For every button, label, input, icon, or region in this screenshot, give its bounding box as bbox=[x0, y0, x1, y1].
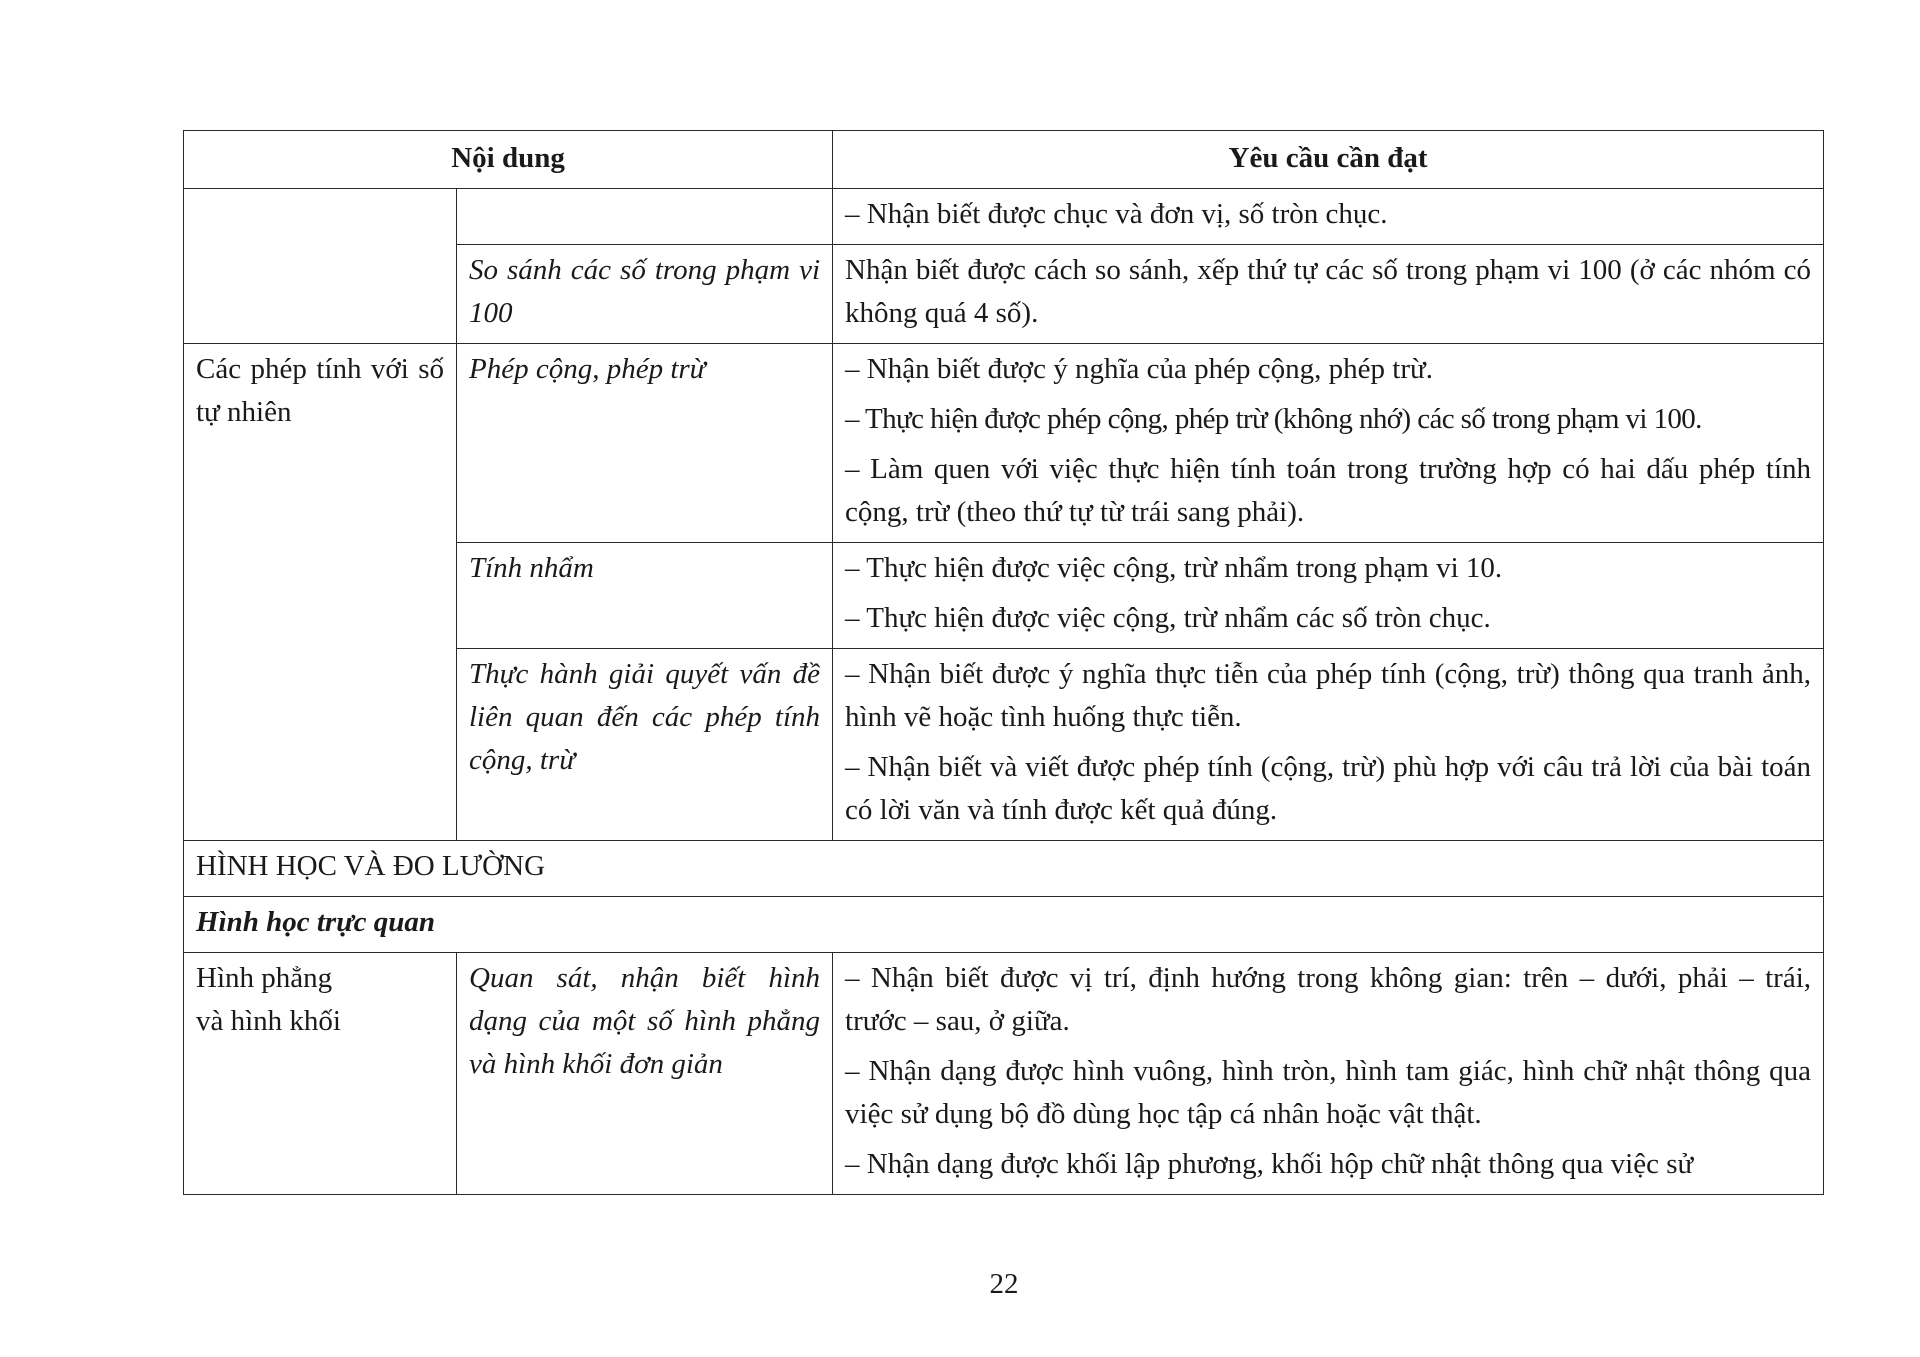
subtopic-cell: So sánh các số trong phạm vi 100 bbox=[457, 245, 833, 344]
table-row bbox=[184, 189, 1824, 245]
requirements-cell bbox=[833, 953, 1824, 1195]
subtopic-cell: Thực hành giải quyết vấn đề liên quan đến các phép tính cộng, trừ bbox=[457, 649, 833, 841]
requirements-cell bbox=[833, 189, 1824, 245]
requirement-item: – Nhận dạng được hình vuông, hình tròn, hình tam giác, hình chữ nhật thông qua việc sử dụng bộ đồ dùng học tập cá nhân hoặc vật thật. bbox=[845, 1055, 1812, 1130]
subtopic-cell: Quan sát, nhận biết hình dạng của một số hình phẳng và hình khối đơn giản bbox=[457, 953, 833, 1195]
topic-cell: Các phép tính với số tự nhiên bbox=[184, 344, 457, 841]
requirement-item: – Nhận biết được chục và đơn vị, số tròn chục. bbox=[845, 198, 1388, 230]
requirement-item: – Làm quen với việc thực hiện tính toán trong trường hợp có hai dấu phép tính cộng, trừ (theo thứ tự từ trái sang phải). bbox=[845, 453, 1812, 528]
requirements-cell bbox=[833, 649, 1824, 841]
subsection-heading: Hình học trực quan bbox=[184, 897, 1824, 953]
requirements-cell bbox=[833, 245, 1824, 344]
header-row bbox=[184, 131, 1824, 189]
header-requirements: Yêu cầu cần đạt bbox=[833, 131, 1824, 189]
requirement-item: – Nhận biết và viết được phép tính (cộng, trừ) phù hợp với câu trả lời của bài toán có lời văn và tính được kết quả đúng. bbox=[845, 751, 1812, 826]
header-content: Nội dung bbox=[184, 131, 833, 189]
requirement-item: – Thực hiện được việc cộng, trừ nhẩm các số tròn chục. bbox=[845, 602, 1491, 634]
topic-line: và hình khối bbox=[196, 1005, 341, 1037]
section-heading: HÌNH HỌC VÀ ĐO LƯỜNG bbox=[184, 841, 1824, 897]
requirement-item: – Nhận biết được ý nghĩa thực tiễn của phép tính (cộng, trừ) thông qua tranh ảnh, hình vẽ hoặc tình huống thực tiễn. bbox=[845, 658, 1812, 733]
subsection-row bbox=[184, 897, 1824, 953]
requirement-item: – Nhận dạng được khối lập phương, khối hộp chữ nhật thông qua việc sử bbox=[845, 1148, 1694, 1180]
topic-cell-empty bbox=[184, 189, 457, 344]
requirement-item: – Thực hiện được phép cộng, phép trừ (không nhớ) các số trong phạm vi 100. bbox=[845, 403, 1702, 435]
table-row bbox=[184, 953, 1824, 1195]
topic-cell bbox=[184, 953, 457, 1195]
subtopic-cell: Tính nhẩm bbox=[457, 543, 833, 649]
requirement-item: Nhận biết được cách so sánh, xếp thứ tự các số trong phạm vi 100 (ở các nhóm có không quá 4 số). bbox=[845, 254, 1812, 329]
requirement-item: – Nhận biết được vị trí, định hướng trong không gian: trên – dưới, phải – trái, trước – sau, ở giữa. bbox=[845, 962, 1812, 1037]
page-number: 22 bbox=[989, 1268, 1019, 1300]
subtopic-cell-empty bbox=[457, 189, 833, 245]
requirements-cell bbox=[833, 543, 1824, 649]
requirements-cell bbox=[833, 344, 1824, 543]
curriculum-table bbox=[183, 130, 1824, 1195]
topic-line: Hình phẳng bbox=[196, 962, 333, 994]
subtopic-cell: Phép cộng, phép trừ bbox=[457, 344, 833, 543]
table-row bbox=[184, 344, 1824, 543]
requirement-item: – Nhận biết được ý nghĩa của phép cộng, phép trừ. bbox=[845, 353, 1433, 385]
section-row bbox=[184, 841, 1824, 897]
requirement-item: – Thực hiện được việc cộng, trừ nhẩm trong phạm vi 10. bbox=[845, 552, 1503, 584]
